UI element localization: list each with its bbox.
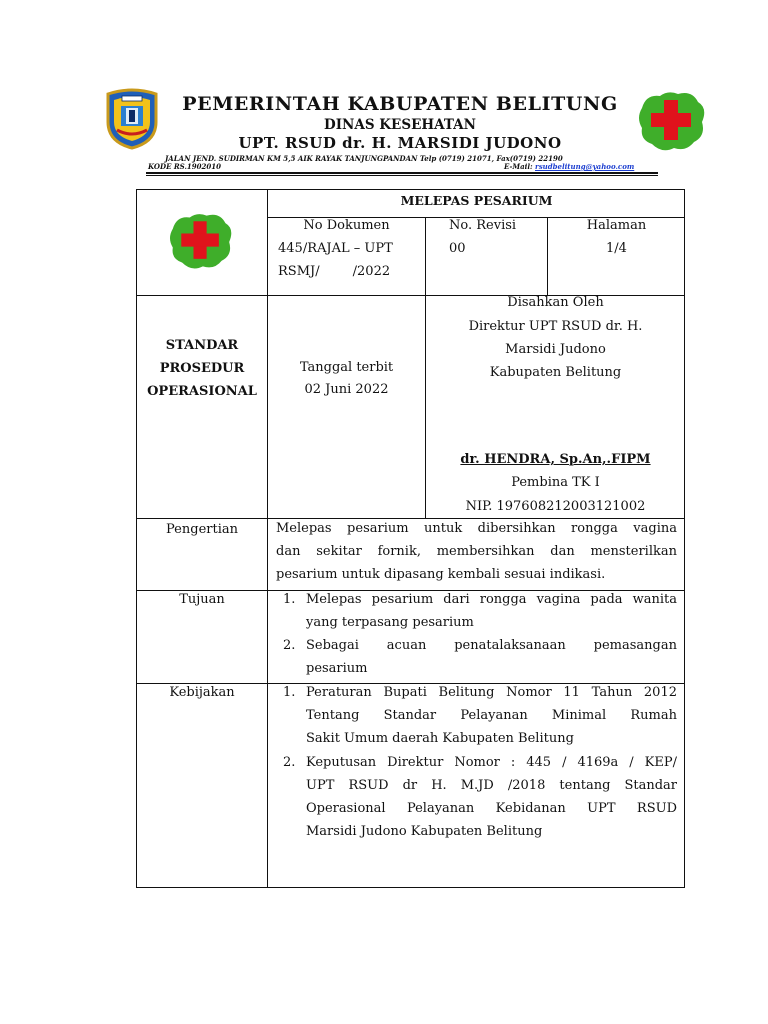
tujuan-item — [306, 634, 677, 680]
approval-title-cont: Marsidi Judono — [505, 342, 606, 357]
tujuan-item-line: yang terpasang pesarium — [306, 615, 474, 630]
kebijakan-item — [306, 751, 677, 843]
kebijakan-item-number: 2. — [283, 755, 296, 770]
hospital-emblem-logo — [636, 88, 708, 154]
kebijakan-label: Kebijakan — [169, 685, 235, 700]
pengertian-label: Pengertian — [166, 522, 238, 537]
approval-heading: Disahkan Oleh — [507, 295, 604, 310]
no-dokumen-value-cont: RSMJ/ /2022 — [278, 264, 391, 279]
letterhead-address: JALAN JEND. SUDIRMAN KM 5,5 AIK RAYAK TANJUNGPANDAN Telp (0719) 21071, Fax(0719) 22190 — [165, 154, 563, 163]
approval-title: Direktur UPT RSUD dr. H. — [468, 319, 643, 334]
sop-type-line2: PROSEDUR — [159, 361, 245, 376]
sop-table — [136, 189, 685, 888]
sop-title: MELEPAS PESARIUM — [400, 193, 553, 208]
tujuan-item-line: Sebagai acuan penatalaksanaan pemasangan — [306, 638, 677, 653]
tujuan-item-line: pesarium — [306, 661, 368, 676]
signer-name: dr. HENDRA, Sp.An,.FIPM — [460, 452, 651, 467]
tujuan-item — [306, 588, 677, 634]
sop-type-line1: STANDAR — [165, 338, 239, 353]
approval-regency: Kabupaten Belitung — [489, 365, 622, 380]
sop-type-line3: OPERASIONAL — [147, 384, 257, 399]
halaman-value: 1/4 — [606, 241, 627, 256]
kebijakan-item-line: Operasional Pelayanan Kebidanan UPT RSUD — [306, 801, 677, 816]
kebijakan-item-line: Peraturan Bupati Belitung Nomor 11 Tahun 2012 — [306, 685, 677, 700]
hospital-emblem-logo — [165, 210, 237, 272]
kebijakan-item-line: Tentang Standar Pelayanan Minimal Rumah — [306, 708, 677, 723]
pengertian-line: dan sekitar fornik, membersihkan dan mensterilkan — [276, 544, 677, 559]
email-link[interactable]: rsudbelitung@yahoo.com — [535, 162, 635, 171]
no-dokumen-value: 445/RAJAL – UPT — [278, 241, 393, 256]
no-revisi-value: 00 — [449, 241, 466, 256]
no-revisi-label: No. Revisi — [449, 218, 517, 233]
tujuan-label: Tujuan — [179, 592, 225, 607]
signer-nip: NIP. 197608212003121002 — [465, 499, 646, 514]
letterhead-government: PEMERINTAH KABUPATEN BELITUNG — [182, 93, 618, 115]
kebijakan-item-line: Keputusan Direktur Nomor : 445 / 4169a / KEP/ — [306, 755, 677, 770]
hospital-code: KODE RS.1902010 — [148, 162, 221, 171]
pengertian-line: Melepas pesarium untuk dibersihkan rongga vagina — [276, 521, 677, 536]
tanggal-terbit-value: 02 Juni 2022 — [304, 382, 389, 397]
email-line — [504, 162, 634, 171]
letterhead-rule — [146, 172, 658, 174]
no-dokumen-label: No Dokumen — [303, 218, 390, 233]
pengertian-text — [276, 517, 677, 586]
kebijakan-item-line: UPT RSUD dr H. M.JD /2018 tentang Standar — [306, 778, 677, 793]
email-label: E-Mail: — [504, 162, 535, 171]
kebijakan-item — [306, 681, 677, 750]
letterhead-department: DINAS KESEHATAN — [324, 117, 476, 133]
tujuan-item-number: 2. — [283, 638, 296, 653]
letterhead-hospital: UPT. RSUD dr. H. MARSIDI JUDONO — [238, 134, 562, 152]
halaman-label: Halaman — [586, 218, 647, 233]
tanggal-terbit-label: Tanggal terbit — [299, 360, 394, 375]
kebijakan-item-line: Sakit Umum daerah Kabupaten Belitung — [306, 731, 574, 746]
tujuan-item-line: Melepas pesarium dari rongga vagina pada wanita — [306, 592, 677, 607]
tujuan-item-number: 1. — [283, 592, 296, 607]
kebijakan-item-number: 1. — [283, 685, 296, 700]
kebijakan-item-line: Marsidi Judono Kabupaten Belitung — [306, 824, 543, 839]
pengertian-line: pesarium untuk dipasang kembali sesuai indikasi. — [276, 567, 606, 582]
letterhead-rule-thin — [146, 175, 658, 176]
signer-rank: Pembina TK I — [511, 475, 600, 490]
